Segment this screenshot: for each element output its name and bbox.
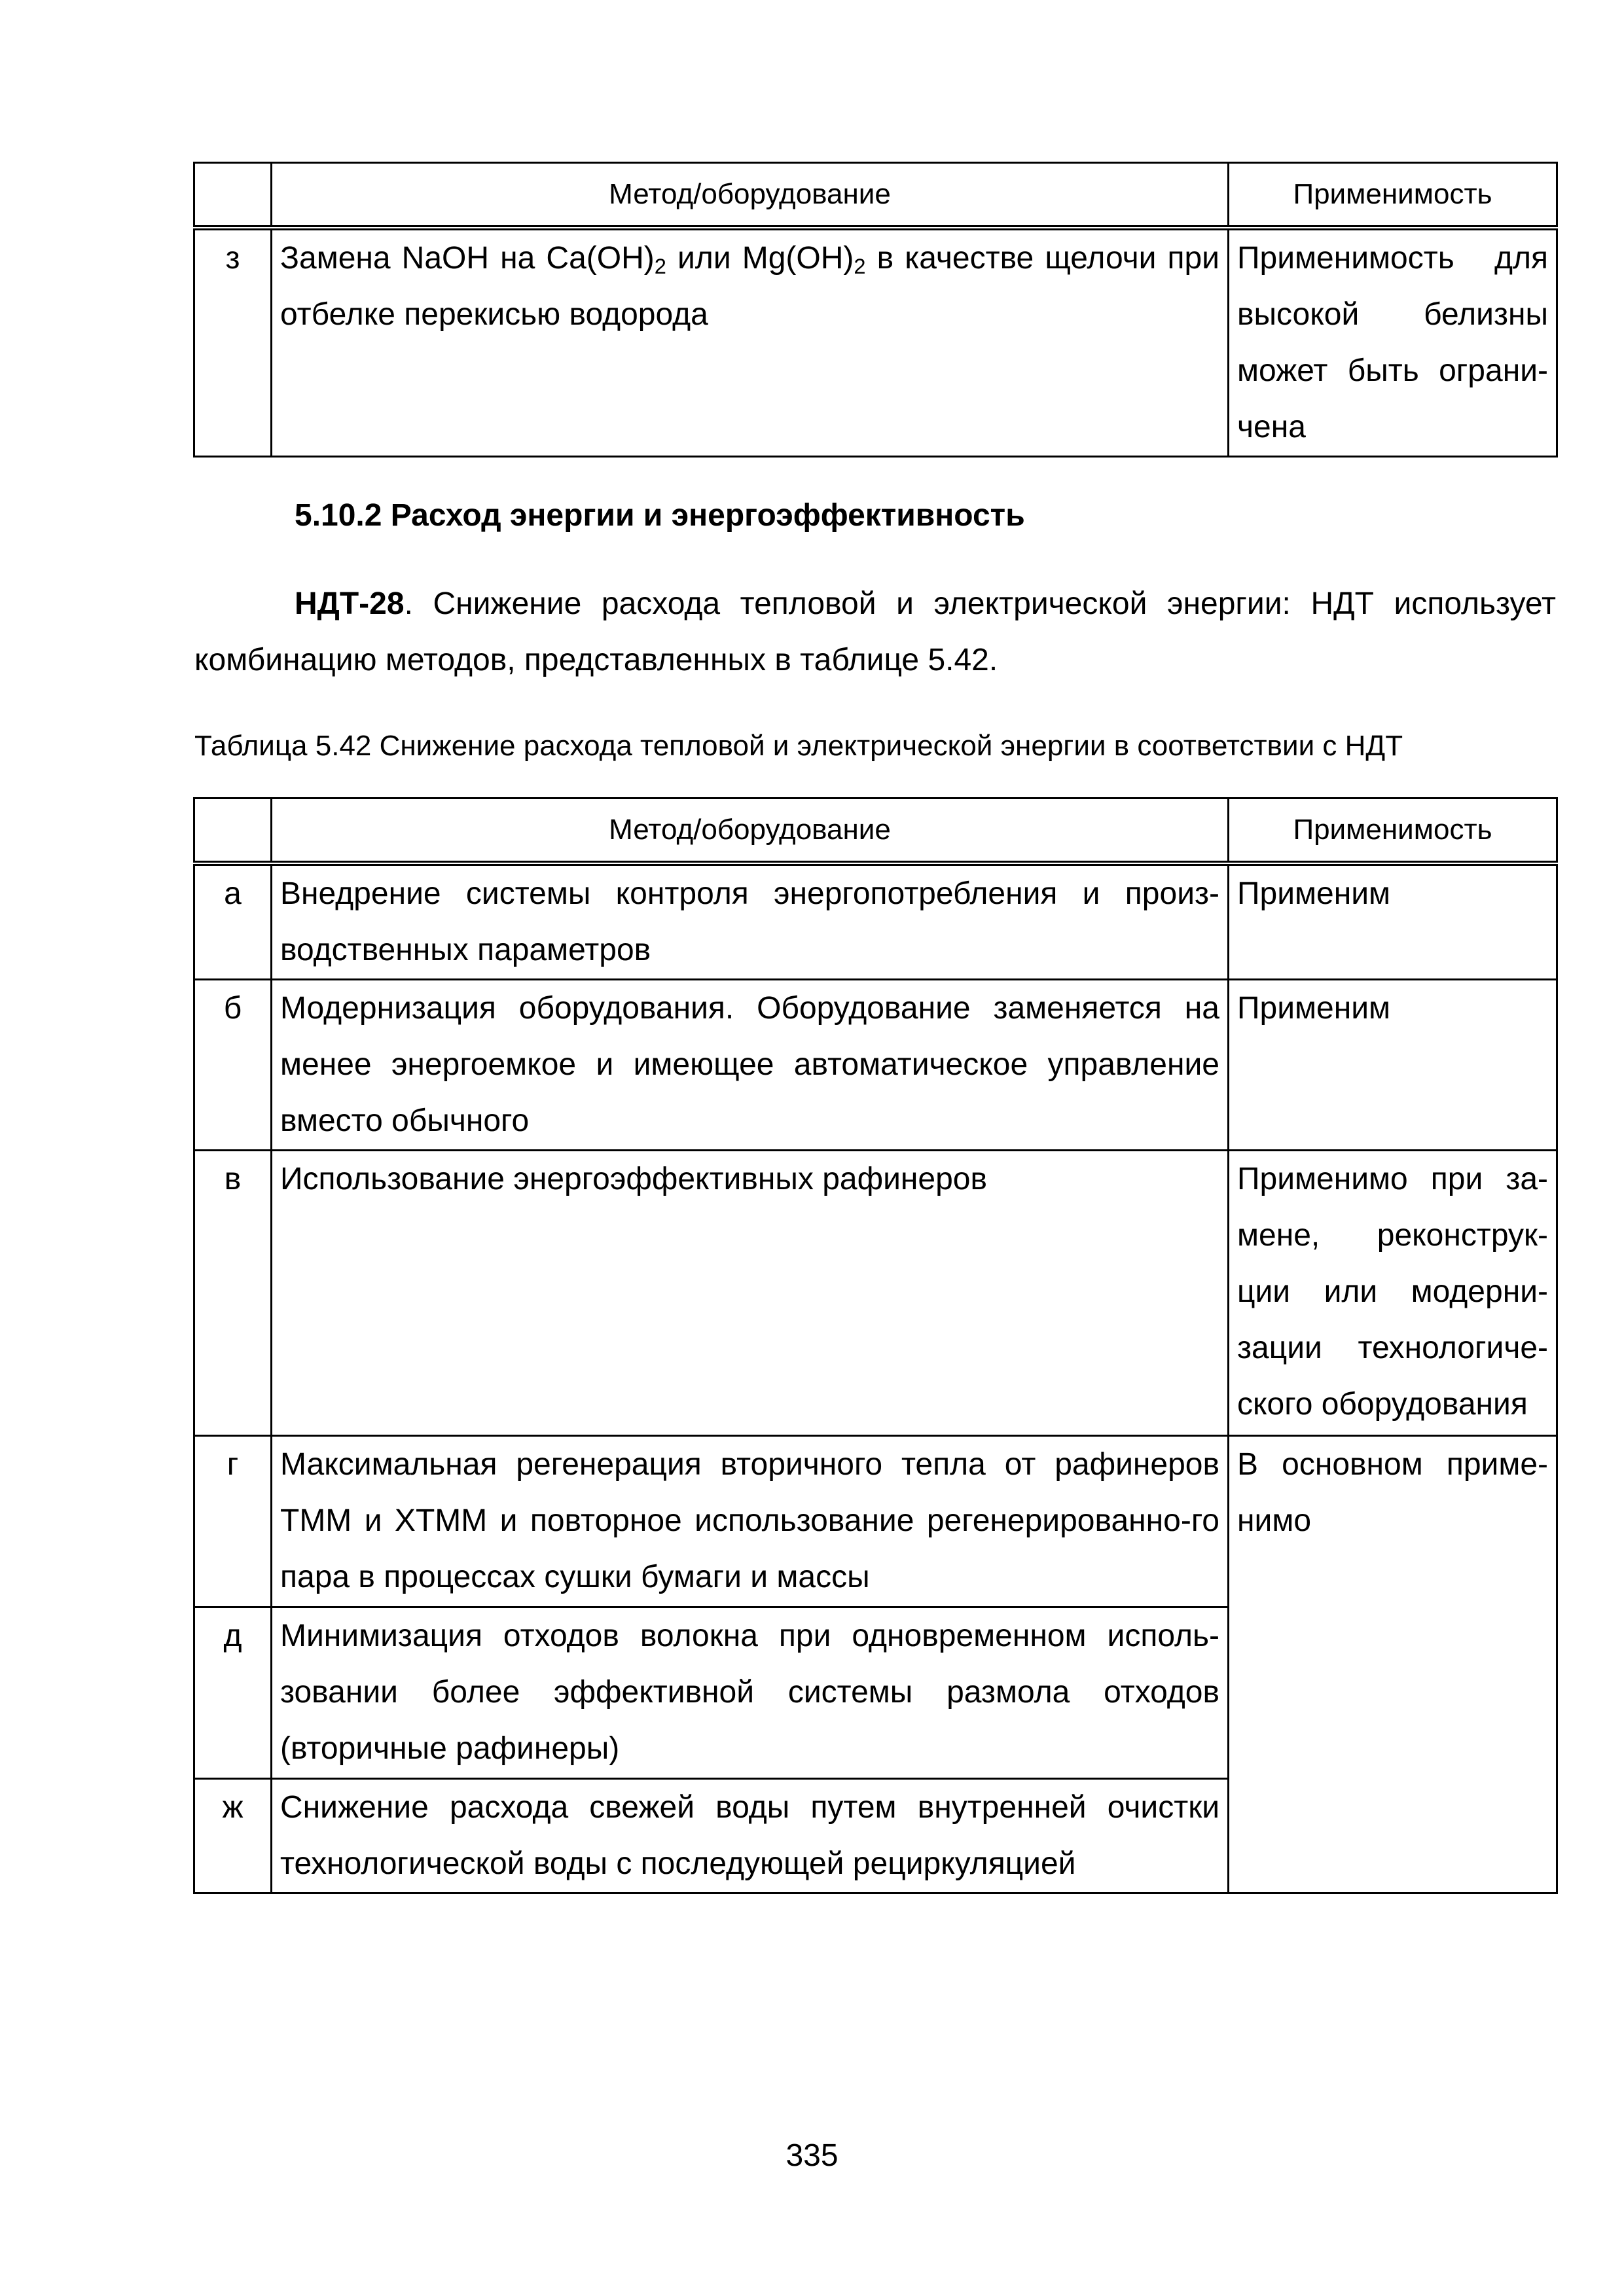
paragraph-text: . Снижение расхода тепловой и электрической энергии: НДТ использует комбинацию методов, представленных в таблице 5.42. [194,586,1556,677]
table-row [194,1436,1557,1607]
row-letter: г [194,1436,272,1607]
row-method: Внедрение системы контроля энергопотребления и произ-водственных параметров [272,863,1229,980]
header-letter [194,163,272,228]
row-method: Использование энергоэффективных рафинеров [272,1151,1229,1436]
row-method: Минимизация отходов волокна при одновременном исполь-зовании более эффективной системы размола отходов (вторичные рафинеры) [272,1607,1229,1779]
row-letter: а [194,863,272,980]
row-method: Модернизация оборудования. Оборудование заменяется на менее энергоемкое и имеющее автоматическое управление вместо обычного [272,980,1229,1151]
header-letter [194,798,272,864]
row-method [272,228,1229,457]
table-caption: Таблица 5.42 Снижение расхода тепловой и электрической энергии в соответствии с НДТ [194,730,1403,762]
subscript: 2 [654,254,666,279]
method-text-part3: в качестве щелочи при отбелке перекисью водорода [280,241,1219,332]
header-applicability: Применимость [1229,163,1557,228]
header-method: Метод/оборудование [272,163,1229,228]
header-applicability: Применимость [1229,798,1557,864]
table-continuation [193,162,1558,457]
row-applicability: Применим [1229,863,1557,980]
method-text-part2: или Mg(OH) [666,241,854,276]
section-heading: 5.10.2 Расход энергии и энергоэффективность [295,498,1025,533]
table-5-42 [193,797,1558,1894]
row-letter: б [194,980,272,1151]
row-applicability-merged: В основном приме-нимо [1229,1436,1557,1893]
row-applicability: Применимость для высокой белизны может быть ограни-чена [1229,228,1557,457]
body-paragraph [194,576,1556,689]
table-header-row [194,798,1557,864]
table-row [194,1151,1557,1436]
row-letter: ж [194,1779,272,1893]
page-number: 335 [785,2138,839,2173]
method-text-part1: Замена NaOH на Ca(OH) [280,241,655,276]
row-letter: д [194,1607,272,1779]
row-letter: з [194,228,272,457]
row-letter: в [194,1151,272,1436]
row-applicability: Применим [1229,980,1557,1151]
header-method: Метод/оборудование [272,798,1229,864]
ndt-label: НДТ-28 [295,586,405,621]
row-method: Снижение расхода свежей воды путем внутренней очистки технологической воды с последующей рециркуляцией [272,1779,1229,1893]
table-row [194,980,1557,1151]
row-method: Максимальная регенерация вторичного тепла от рафинеров ТММ и ХТММ и повторное использование регенерированно-го пара в процессах сушки бумаги и массы [272,1436,1229,1607]
table-row [194,228,1557,457]
row-applicability: Применимо при за-мене, реконструк-ции или модерни-зации технологиче-ского оборудования [1229,1151,1557,1436]
subscript: 2 [854,254,866,279]
table-row [194,863,1557,980]
table-header-row [194,163,1557,228]
